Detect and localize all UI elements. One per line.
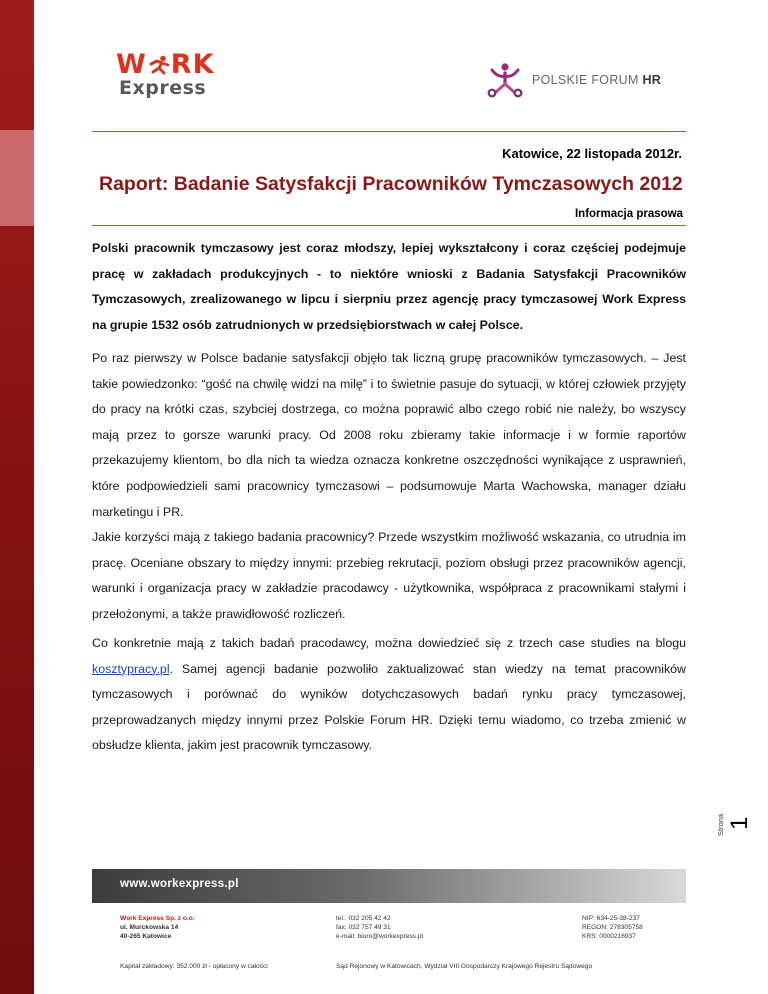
header-divider	[92, 131, 686, 132]
paragraph-3	[92, 631, 686, 759]
page-number	[714, 796, 753, 836]
paragraph-1: Po raz pierwszy w Polsce badanie satysfakcji objęło tak liczną grupę pracowników tymczasowych. – Jest takie powiedzonko: “gość na chwilę widzi na milę” i to świetnie pasuje do sytuacji, w której człowiek przyjęty do pracy na krótki czas, szybciej dostrzega, co można poprawić albo czego robić nie należy, bo wszyscy mają przez to gorsze warunki pracy. Od 2008 roku zbieramy takie informacje i w formie raportów przekazujemy klientom, bo dla nich ta wiedza oznacza konkretne oszczędności wynikające z usprawnień, które podpowiedzieli sami pracownicy tymczasowi – podsumowuje Marta Wachowska, manager działu marketingu i PR.	[92, 351, 686, 519]
footer-nip: NIP: 634-25-38-237	[582, 915, 640, 922]
footer-contact	[336, 914, 423, 941]
running-figure-icon	[148, 55, 170, 75]
kosztypracy-link[interactable]: kosztypracy.pl	[92, 661, 170, 676]
footer-city: 40-265 Katowice	[120, 933, 172, 940]
footer-address	[120, 914, 195, 941]
footer-krs: KRS: 0000216937	[582, 933, 636, 940]
footer-regon: REGON: 278305758	[582, 924, 643, 931]
date-line: Katowice, 22 listopada 2012r.	[502, 146, 682, 161]
logo-letter-w: W	[116, 49, 147, 80]
title-divider	[92, 225, 686, 226]
logo-express-text: Express	[119, 77, 207, 99]
footer-registry	[582, 914, 643, 941]
footer-website-link[interactable]: www.workexpress.pl	[120, 878, 239, 890]
page-label: Strona	[716, 813, 725, 836]
paragraph-3-text-a: Co konkretnie mają z takich badań pracodawcy, można dowiedzieć się z trzech case studies na blogu	[92, 636, 686, 650]
pfhr-people-icon	[484, 62, 526, 98]
lead-paragraph: Polski pracownik tymczasowy jest coraz młodszy, lepiej wykształcony i coraz częściej podejmuje pracę w zakładach produkcyjnych - to niektóre wnioski z Badania Satysfakcji Pracowników Tymczasowych, zrealizowanego w lipcu i sierpniu przez agencję pracy tymczasowej Work Express na grupie 1532 osób zatrudnionych w przedsiębiorstwach w całej Polsce.	[92, 241, 686, 332]
pfhr-logo-text: POLSKIE FORUM HR	[532, 73, 662, 87]
footer-phone: tel.: 032 205 42 42	[336, 915, 391, 922]
footer-capital: Kapitał zakładowy: 352.000 zł - opłacony w całości	[120, 963, 268, 970]
logo-letters-rk: RK	[170, 49, 215, 80]
paragraph-2: Jakie korzyści mają z takiego badania pracownicy? Przede wszystkim możliwość wskazania, co utrudnia im pracę. Oceniane obszary to między innymi: przebieg rekrutacji, poziom obsługi przez pracowników agencji, warunki i organizacja pracy w zakładzie pracodawcy - użytkownika, współpraca z pracownikami stałymi i przełożonymi, a także prawidłowość rozliczeń.	[92, 530, 686, 621]
work-express-logo	[116, 49, 216, 99]
footer-company-name: Work Express Sp. z o.o.	[120, 915, 195, 922]
footer-court: Sąd Rejonowy w Katowicach, Wydział VIII Gospodarczy Krajowego Rejestru Sądowego	[336, 963, 593, 970]
page-title: Raport: Badanie Satysfakcji Pracowników Tymczasowych 2012	[99, 173, 683, 195]
footer-email[interactable]: e-mail: biuro@workexpress.pl	[336, 933, 423, 940]
footer-fax: fax: 032 757 49 31	[336, 924, 391, 931]
footer-street: ul. Murckowska 14	[120, 924, 179, 931]
press-release-label: Informacja prasowa	[574, 208, 683, 220]
page-number-digit: 1	[726, 816, 753, 830]
polskie-forum-hr-logo	[484, 62, 661, 98]
sidebar-accent-block	[0, 130, 34, 226]
footer-banner	[92, 869, 686, 903]
paragraph-3-text-b: . Samej agencji badanie pozwoliło zaktualizować stan wiedzy na temat pracowników tymczasowych i porównać do wyników dotychczasowych badań rynku pracy tymczasowej, przeprowadzanych między innymi przez Polskie Forum HR. Dzięki temu wiadomo, co trzeba zmienić w obsłudze klienta, jakim jest pracownik tymczasowy.	[92, 661, 686, 753]
